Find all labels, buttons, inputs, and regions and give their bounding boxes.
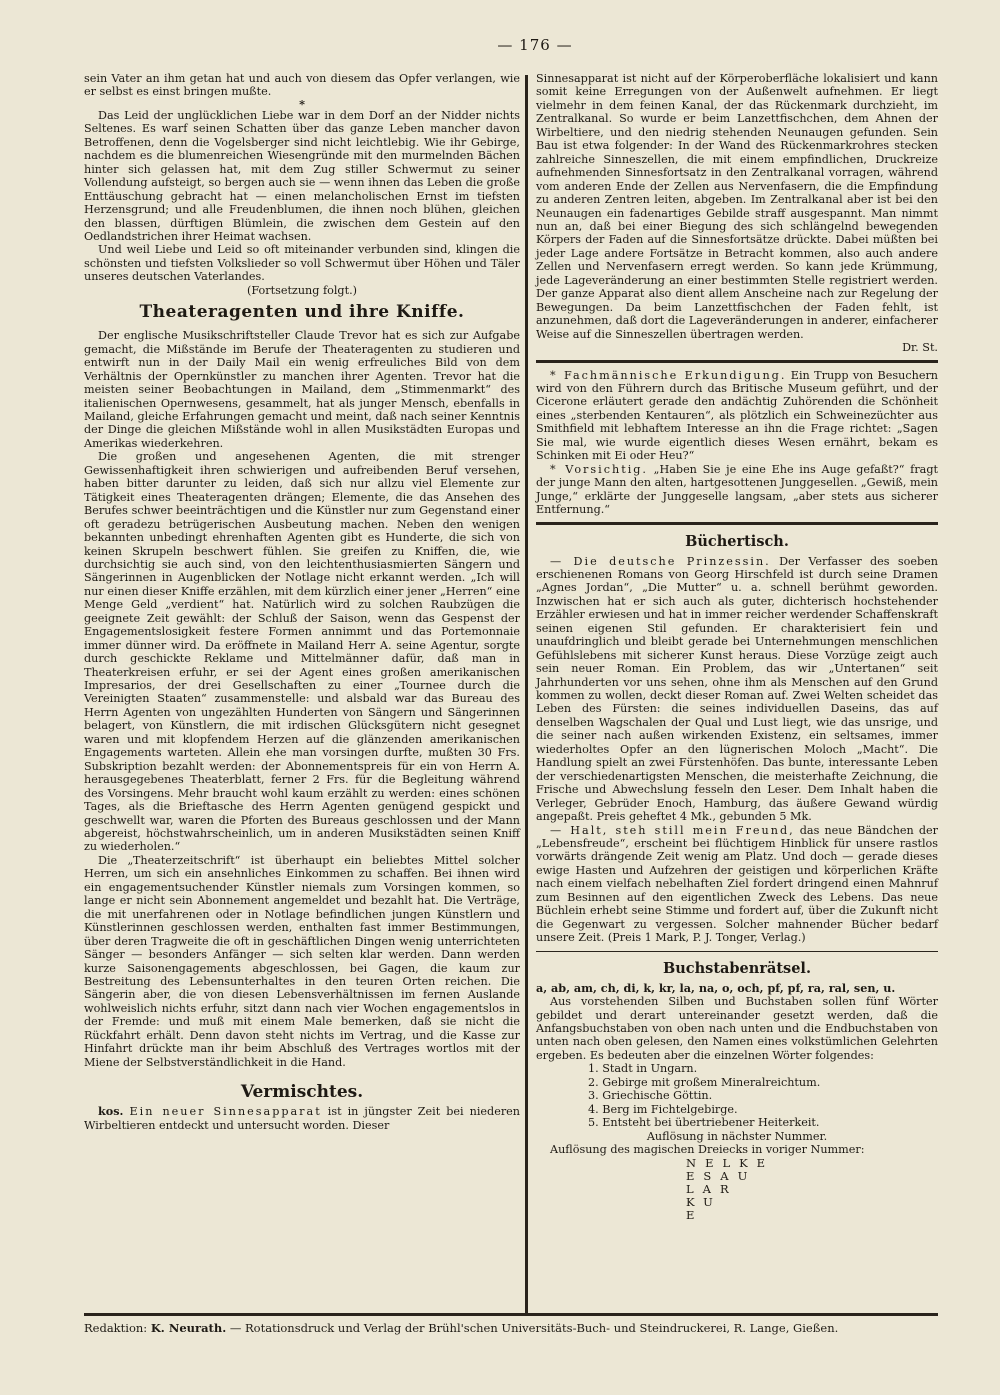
- editor-label: Redaktion:: [84, 1321, 148, 1335]
- section-rule: [536, 951, 938, 952]
- riddle-clue: 1. Stadt in Ungarn.: [588, 1062, 698, 1076]
- previous-solution-label: Auflösung des magischen Dreiecks in voriger Nummer:: [550, 1143, 865, 1157]
- story-paragraph: Das Leid der unglücklichen Liebe war in dem Dorf an der Nidder nichts Seltenes. Es warf seinen Schatten über das ganze Leben mancher davon Betroffenen, denn die Vogelsberger sind nicht leichtlebig. Wie ihr Gebirge, nachdem es die blumenreichen Wiesengründe mit den murmelnden Bächen hinter sich gelassen hat, mit dem Zug stiller Schwermut zu seiner Vollendung aufsteigt, so bergen auch sie — wenn ihnen das Leben die große Enttäuschung gebracht hat — einen melancholischen Ernst im tiefsten Herzensgrund; und alle Freudenblumen, die ihnen noch blühen, gleichen den blassen, dürftigen Blümlein, die zwischen dem Gestein auf den Oedlandstrichen ihrer Heimat wachsen.: [84, 108, 520, 243]
- printer-info: — Rotationsdruck und Verlag der Brühl'schen Universitäts-Buch- und Steindruckerei, R. Lange, Gießen.: [229, 1321, 839, 1335]
- magic-triangle-grid: [686, 1157, 938, 1222]
- book-review-text: Der Verfasser des soeben erschienenen Romans von Georg Hirschfeld ist durch seine Dramen „Agnes Jordan“, „Die Mutter“ u. a. schnell berühmt geworden. Inzwischen hat er sich auch als guter, dichterisch hochstehender Erzähler erwiesen und hat in immer reicher werdender Schaffenskraft seinen eigenen Stil gefunden. Er charakterisiert fein und unaufdringlich und bleibt gerade bei Unternehmungen menschlichen Gefühlslebens mit sicherer Kunst heraus. Diese Vorzüge zeigt auch sein neuer Roman. Ein Problem, das wir „Untertanen“ seit Jahrhunderten vor uns sehen, ohne ihm als Menschen auf den Grund kommen zu wollen, deckt dieser Roman auf. Zwei Welten scheidet das Leben des Fürsten: die seines individuellen Daseins, das auf denselben Wagschalen der Qual und Lust liegt, wie das unsrige, und die seiner nach außen wirkenden Existenz, ein seltsames, immer wiederholtes Opfer an den lügnerischen Moloch „Macht“. Die Handlung spielt an zwei Fürstenhöfen. Das bunte, interessante Leben der verschiedenartigsten Menschen, die meisterhafte Zeichnung, die Frische und Abwechslung fesseln den Leser. Dem Inhalt haben die Verleger, Gebrüder Enoch, Hamburg, das äußere Gewand würdig angepaßt. Preis geheftet 4 Mk., gebunden 5 Mk.: [536, 554, 938, 824]
- section-star: *: [299, 96, 305, 111]
- riddle-clue: 2. Gebirge mit großem Mineralreichtum.: [588, 1075, 821, 1089]
- page-number: — 176 —: [497, 36, 573, 54]
- grid-row: ESAU: [686, 1168, 757, 1183]
- section-title-raetsel: Buchstabenrätsel.: [662, 959, 811, 977]
- editor-name: K. Neurath.: [150, 1321, 227, 1335]
- story-paragraph: sein Vater an ihm getan hat und auch von diesem das Opfer verlangen, wie er selbst es einst bringen mußte.: [84, 72, 520, 99]
- section-rule: [536, 360, 938, 363]
- section-rule: [536, 522, 938, 525]
- anecdote-text: „Haben Sie je eine Ehe ins Auge gefaßt?“ fragt der junge Mann den alten, hartgesottenen Junggesellen. „Gewiß, mein Junge,“ erklärte der Junggeselle langsam, „aber stets aus sicherer Entfernung.“: [536, 462, 938, 517]
- misc-heading: Ein neuer Sinnesapparat: [129, 1105, 322, 1119]
- book-title: — Die deutsche Prinzessin.: [550, 554, 771, 568]
- section-title-buechertisch: Büchertisch.: [685, 532, 789, 550]
- book-title: — Halt, steh still mein Freund,: [550, 823, 795, 837]
- misc-continuation: Sinnesapparat ist nicht auf der Körperoberfläche lokalisiert und kann somit keine Erregungen von der Außenwelt aufnehmen. Er liegt vielmehr in dem feinen Kanal, der das Rückenmark durchzieht, im Zentralkanal. So wurde er beim Lanzettfischchen, dem Ahnen der Wirbeltiere, und den niedrig stehenden Neunaugen gefunden. Sein Bau ist etwa folgender: In der Wand des Rückenmarkrohres stecken zahlreiche Sinneszellen, die mit einem empfindlichen, Druckreize aufnehmenden Sinnesfortsatz in den Zentralkanal vorragen, während vom anderen Ende der Zellen aus Nervenfasern, die die Empfindung zu anderen Zentren leiten, abgeben. Im Zentralkanal aber ist bei den Neunaugen ein fadenartiges Gebilde straff ausgespannt. Man nimmt nun an, daß bei einer Biegung des sich schlängelnd bewegenden Körpers der Faden auf die Sinnesfortsätze drückte. Dabei müßten bei jeder Lage andere Fortsätze in Betracht kommen, also auch andere Zellen und Nervenfasern erregt werden. So kann jede Krümmung, jede Lageveränderung an einer bestimmten Stelle registriert werden. Der ganze Apparat also dient allem Anscheine nach zur Regelung der Bewegungen. Da beim Lanzettfischchen der Faden fehlt, ist anzunehmen, daß dort die Lageveränderungen in anderer, einfacherer Weise auf die Sinneszellen übertragen werden.: [536, 72, 938, 341]
- article-paragraph: Der englische Musikschriftsteller Claude Trevor hat es sich zur Aufgabe gemacht, die Mißstände im Berufe der Theateragenten zu studieren und entwirft nun in der Daily Mail ein wenig erfreuliches Bild von dem Verhältnis der Opernkünstler zu manchen ihrer Agenten. Trevor hat die meisten seiner Beobachtungen in Mailand, dem „Stimmenmarkt“ des italienischen Opernwesens, gesammelt, hat als junger Mensch, ebenfalls in Mailand, gleiche Erfahrungen gemacht und meint, daß nach seiner Kenntnis der Dinge die gleichen Mißstände wohl in allen Musikstädten Europas und Amerikas wiederkehren.: [84, 329, 520, 450]
- story-paragraph: Und weil Liebe und Leid so oft miteinander verbunden sind, klingen die schönsten und tiefsten Volkslieder so voll Schwermut über Höhen und Täler unseres deutschen Vaterlandes.: [84, 243, 520, 284]
- author-signature: Dr. St.: [902, 341, 938, 355]
- book-review-text: das neue Bändchen der „Lebensfreude“, erscheint bei flüchtigem Hinblick für unsere rastlos vorwärts drängende Zeit wenig am Platz. Und doch — gerade dieses ewige Hasten und Aufzehren der geistigen und körperlichen Kräfte nach einem vielfach nebelhaften Ziel fordert dringend einen Mahnruf zum Besinnen auf den eigentlichen Zweck des Lebens. Das neue Büchlein erhebt seine Stimme und fordert auf, über die Zukunft nicht die Gegenwart zu vergessen. Solcher mahnender Bücher bedarf unsere Zeit. (Preis 1 Mark, P. J. Tonger, Verlag.): [536, 823, 938, 945]
- anecdote-heading: * Fachmännische Erkundigung.: [550, 368, 787, 382]
- anecdote-paragraph: [536, 369, 938, 463]
- grid-row: LAR: [686, 1181, 738, 1196]
- book-review: [536, 555, 938, 824]
- continued-note: (Fortsetzung folgt.): [246, 283, 357, 297]
- article-paragraph: Die „Theaterzeitschrift“ ist überhaupt ein beliebtes Mittel solcher Herren, um sich ein ansehnliches Einkommen zu schaffen. Bei ihnen wird ein engagementsuchender Künstler niemals zum Vorsingen kommen, so lange er nicht sein Abonnement angemeldet und bezahlt hat. Die Verträge, die mit unerfahrenen oder in Notlage befindlichen jungen Künstlern und Künstlerinnen geschlossen werden, enthalten fast immer Bestimmungen, über deren Tragweite die oft in geschäftlichen Dingen wenig unterrichteten Sänger — besonders Anfänger — sich selten klar werden. Dann werden kurze Saisonengagements abgeschlossen, bei Gagen, die kaum zur Bestreitung des Lebensunterhaltes in den teuren Orten reichen. Die Sängerin aber, die von diesen Lebensverhältnissen im fernen Auslande wohlweislich nichts erfuhr, sitzt dann nach vier Wochen engagementslos in der Fremde: und muß mit einem Male bemerken, daß sie nicht die Rückfahrt erhält. Denn davon steht nichts im Vertrag, und die Kasse zur Hinfahrt drückte man ihr beim Abschluß des Vertrages wortlos mit der Miene der Selbstverständlichkeit in die Hand.: [84, 853, 520, 1069]
- anecdote-text: Ein Trupp von Besuchern wird von den Führern durch das Britische Museum geführt, und der Cicerone erläutert gerade den andächtig Zuhörenden die Schönheit eines „sterbenden Kentauren“, als plötzlich ein Schweinezüchter aus Smithfield mit lebhaftem Interesse an ihn die Frage richtet: „Sagen Sie mal, wie wurde eigentlich dieses Wesen ernährt, bekam es Schinken mit Ei oder Heu?“: [536, 368, 938, 463]
- grid-row: E: [686, 1207, 704, 1222]
- imprint-footer: [84, 1320, 938, 1336]
- grid-row: NELKE: [686, 1155, 775, 1170]
- footer-rule: [84, 1313, 938, 1316]
- riddle-clue-list: [536, 1062, 938, 1129]
- left-column: [84, 72, 520, 1132]
- misc-paragraph: [84, 1105, 520, 1132]
- article-title-theateragenten: Theateragenten und ihre Kniffe.: [139, 302, 465, 323]
- right-column: [536, 72, 938, 1222]
- anecdote-paragraph: [536, 463, 938, 517]
- solution-next-issue: Auflösung in nächster Nummer.: [646, 1129, 828, 1143]
- section-title-vermischtes: Vermischtes.: [240, 1082, 364, 1103]
- grid-row: KU: [686, 1194, 722, 1209]
- column-divider: [525, 75, 528, 1313]
- riddle-clue: 5. Entsteht bei übertriebener Heiterkeit.: [588, 1116, 820, 1130]
- author-initials: kos.: [98, 1104, 124, 1119]
- misc-text: ist in jüngster Zeit bei niederen Wirbeltieren entdeckt und untersucht worden. Dieser: [84, 1105, 520, 1132]
- anecdote-heading: * Vorsichtig.: [550, 462, 648, 476]
- article-paragraph: Die großen und angesehenen Agenten, die mit strenger Gewissenhaftigkeit ihren schwierigen und aufreibenden Beruf versehen, haben bitter darunter zu leiden, daß sich nur allzu viel Elemente zur Tätigkeit eines Theateragenten drängen; Elemente, die das Ansehen des Berufes schwer beeinträchtigen und die Künstler nur zum Gegenstand einer oft geradezu betrügerischen Ausbeutung machen. Neben den wenigen bekannten unbedingt ehrenhaften Agenten gibt es Hunderte, die sich von keinen Skrupeln beschwert fühlen. Sie greifen zu Kniffen, die, wie durchsichtig sie auch sind, von den leichtenthusiasmierten Sängern und Sängerinnen in Augenblicken der Notlage nicht erkannt werden. „Ich will nur einen dieser Kniffe erzählen, mit dem kürzlich einer jener „Herren“ eine Menge Geld „verdient“ hat. Natürlich wird zu solchen Raubzügen die geeignete Zeit gewählt: der Schluß der Saison, wenn das Gespenst der Engagementslosigkeit festere Formen annimmt und das Portemonnaie immer dünner wird. Da eröffnete in Mailand Herr A. seine Agentur, sorgte durch geschickte Reklame und Mittelmänner dafür, daß man in Theaterkreisen erfuhr, er sei der Agent eines großen amerikanischen Impresarios, der drei Gesellschaften zu einer „Tournee durch die Vereinigten Staaten“ zusammenstelle: und alsbald war das Bureau des Herrn Agenten von ungezählten Hunderten von Sängern und Sängerinnen belagert, von Künstlern, die mit irdischen Glücksgütern nicht gesegnet waren und mit klopfendem Herzen auf die glänzenden amerikanischen Engagements warteten. Allein ehe man vorsingen durfte, mußten 30 Frs. Subskription bezahlt werden: der Abonnementspreis für ein von Herrn A. herausgegebenes Theaterblatt, ferner 2 Frs. für die Begleitung während des Vorsingens. Mehr braucht wohl kaum erzählt zu werden: eines schönen Tages, als die Brieftasche des Herrn Agenten genügend gespickt und geschwellt war, waren die Pforten des Bureaus geschlossen und der Mann abgereist, höchstwahrscheinlich, um in anderen Musikstädten seinen Kniff zu wiederholen.“: [84, 450, 520, 854]
- riddle-syllables: a, ab, am, ch, di, k, kr, la, na, o, och, pf, pf, ra, ral, sen, u.: [536, 980, 896, 995]
- riddle-clue: 4. Berg im Fichtelgebirge.: [588, 1102, 738, 1116]
- riddle-instructions: Aus vorstehenden Silben und Buchstaben sollen fünf Wörter gebildet und derart untereinander gesetzt werden, daß die Anfangsbuchstaben von oben nach unten und die Endbuchstaben von unten nach oben gelesen, den Namen eines volkstümlichen Gelehrten ergeben. Es bedeuten aber die einzelnen Wörter folgendes:: [536, 995, 938, 1062]
- riddle-clue: 3. Griechische Göttin.: [588, 1089, 713, 1103]
- book-review: [536, 824, 938, 945]
